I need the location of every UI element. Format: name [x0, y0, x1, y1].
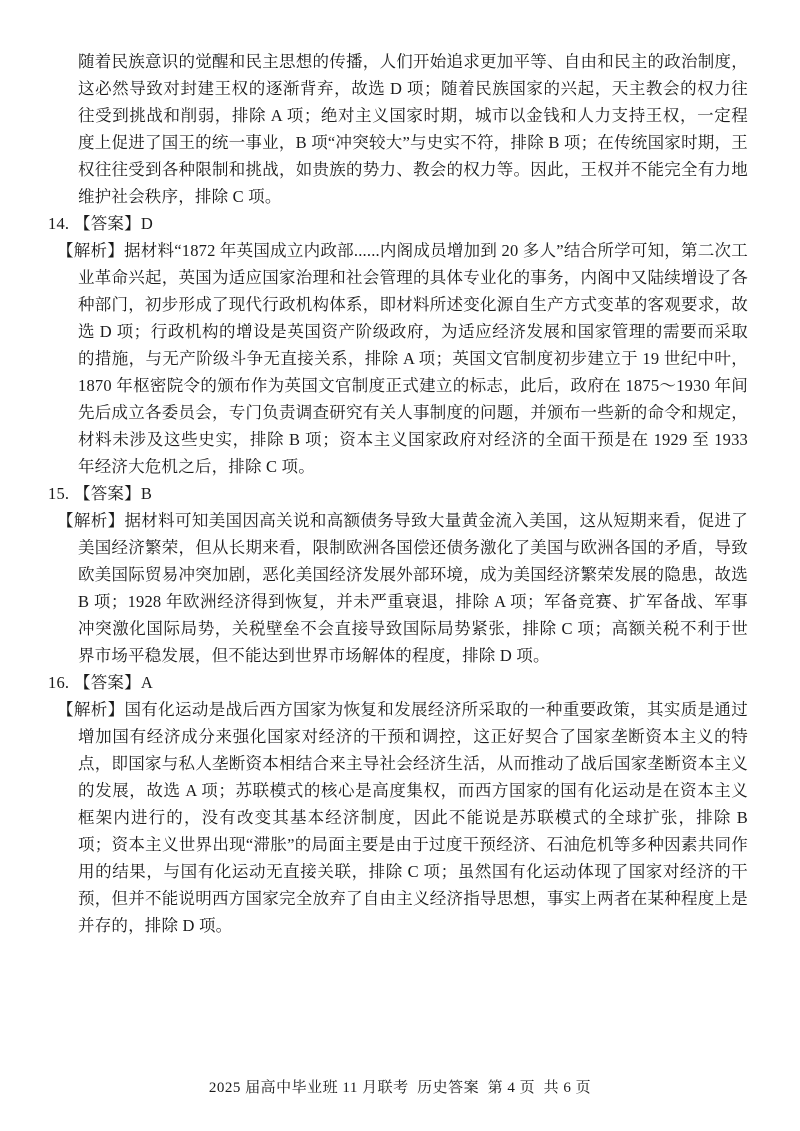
question-number: 14. — [48, 214, 70, 233]
analysis-label: 【解析】 — [57, 511, 125, 530]
answer-value: A — [140, 673, 153, 692]
answer-item-15 — [48, 480, 748, 669]
analysis-paragraph-15 — [48, 507, 748, 669]
analysis-text: 据材料“1872 年英国成立内政部......内阁成员增加到 20 多人”结合所学可知，第二次工业革命兴起，英国为适应国家治理和社会管理的具体专业化的事务，内阁中又陆续增设了各种部门，初步形成了现代行政机构体系，即材料所述变化源自生产方式变革的客观要求，故选 D 项；行政机构的增设是英国资产阶级政府，为适应经济发展和国家管理的需要而采取的措施，与无产阶级斗争无直接关系，排除 A 项；英国文官制度初步建立于 19 世纪中叶，1870 年枢密院令的颁布作为英国文官制度正式建立的标志，此后，政府在 1875～1930 年间先后成立各委员会，专门负责调查研究有关人事制度的问题，并颁布一些新的命令和规定，材料未涉及这些史实，排除 B 项；资本主义国家政府对经济的全面干预是在 1929 至 1933 年经济大危机之后，排除 C 项。 — [78, 241, 748, 476]
page-footer: 2025 届高中毕业班 11 月联考 历史答案 第 4 页 共 6 页 — [208, 1080, 592, 1096]
analysis-label: 【解析】 — [57, 241, 124, 260]
answer-item-16 — [48, 669, 748, 939]
answer-value: B — [140, 484, 153, 503]
answer-value: D — [140, 214, 153, 233]
answer-item-14 — [48, 210, 748, 480]
answer-label: 【答案】 — [74, 214, 141, 233]
analysis-label: 【解析】 — [57, 700, 125, 719]
analysis-paragraph-16 — [48, 696, 748, 939]
question-number: 16. — [48, 673, 70, 692]
answer-label: 【答案】 — [74, 673, 141, 692]
analysis-paragraph-14 — [48, 237, 748, 480]
answer-label: 【答案】 — [74, 484, 141, 503]
answers-content — [48, 48, 748, 939]
answer-line-15 — [48, 480, 748, 507]
answer-line-16 — [48, 669, 748, 696]
question-number: 15. — [48, 484, 70, 503]
q13-analysis-continuation: 随着民族意识的觉醒和民主思想的传播，人们开始追求更加平等、自由和民主的政治制度，这必然导致对封建王权的逐渐背弃，故选 D 项；随着民族国家的兴起，天主教会的权力往往受到挑战和削弱，排除 A 项；绝对主义国家时期，城市以金钱和人力支持王权，一定程度上促进了国王的统一事业，B 项“冲突较大”与史实不符，排除 B 项；在传统国家时期，王权往往受到各种限制和挑战，如贵族的势力、教会的权力等。因此，王权并不能完全有力地维护社会秩序，排除 C 项。 — [78, 52, 748, 206]
answer-line-14 — [48, 210, 748, 237]
analysis-text: 国有化运动是战后西方国家为恢复和发展经济所采取的一种重要政策，其实质是通过增加国有经济成分来强化国家对经济的干预和调控，这正好契合了国家垄断资本主义的特点，即国家与私人垄断资本相结合来主导社会经济生活，从而推动了战后国家垄断资本主义的发展，故选 A 项；苏联模式的核心是高度集权，而西方国家的国有化运动是在资本主义框架内进行的，没有改变其基本经济制度，因此不能说是苏联模式的全球扩张，排除 B 项；资本主义世界出现“滞胀”的局面主要是由于过度干预经济、石油危机等多种因素共同作用的结果，与国有化运动无直接关联，排除 C 项；虽然国有化运动体现了国家对经济的干预，但并不能说明西方国家完全放弃了自由主义经济指导思想，事实上两者在某种程度上是并存的，排除 D 项。 — [78, 700, 748, 935]
analysis-text: 据材料可知美国因高关说和高额债务导致大量黄金流入美国，这从短期来看，促进了美国经济繁荣，但从长期来看，限制欧洲各国偿还债务激化了美国与欧洲各国的矛盾，导致欧美国际贸易冲突加剧，恶化美国经济发展外部环境，成为美国经济繁荣发展的隐患，故选 B 项；1928 年欧洲经济得到恢复，并未严重衰退，排除 A 项；军备竞赛、扩军备战、军事冲突激化国际局势，关税壁垒不会直接导致国际局势紧张，排除 C 项；高额关税不利于世界市场平稳发展，但不能达到世界市场解体的程度，排除 D 项。 — [78, 511, 748, 665]
